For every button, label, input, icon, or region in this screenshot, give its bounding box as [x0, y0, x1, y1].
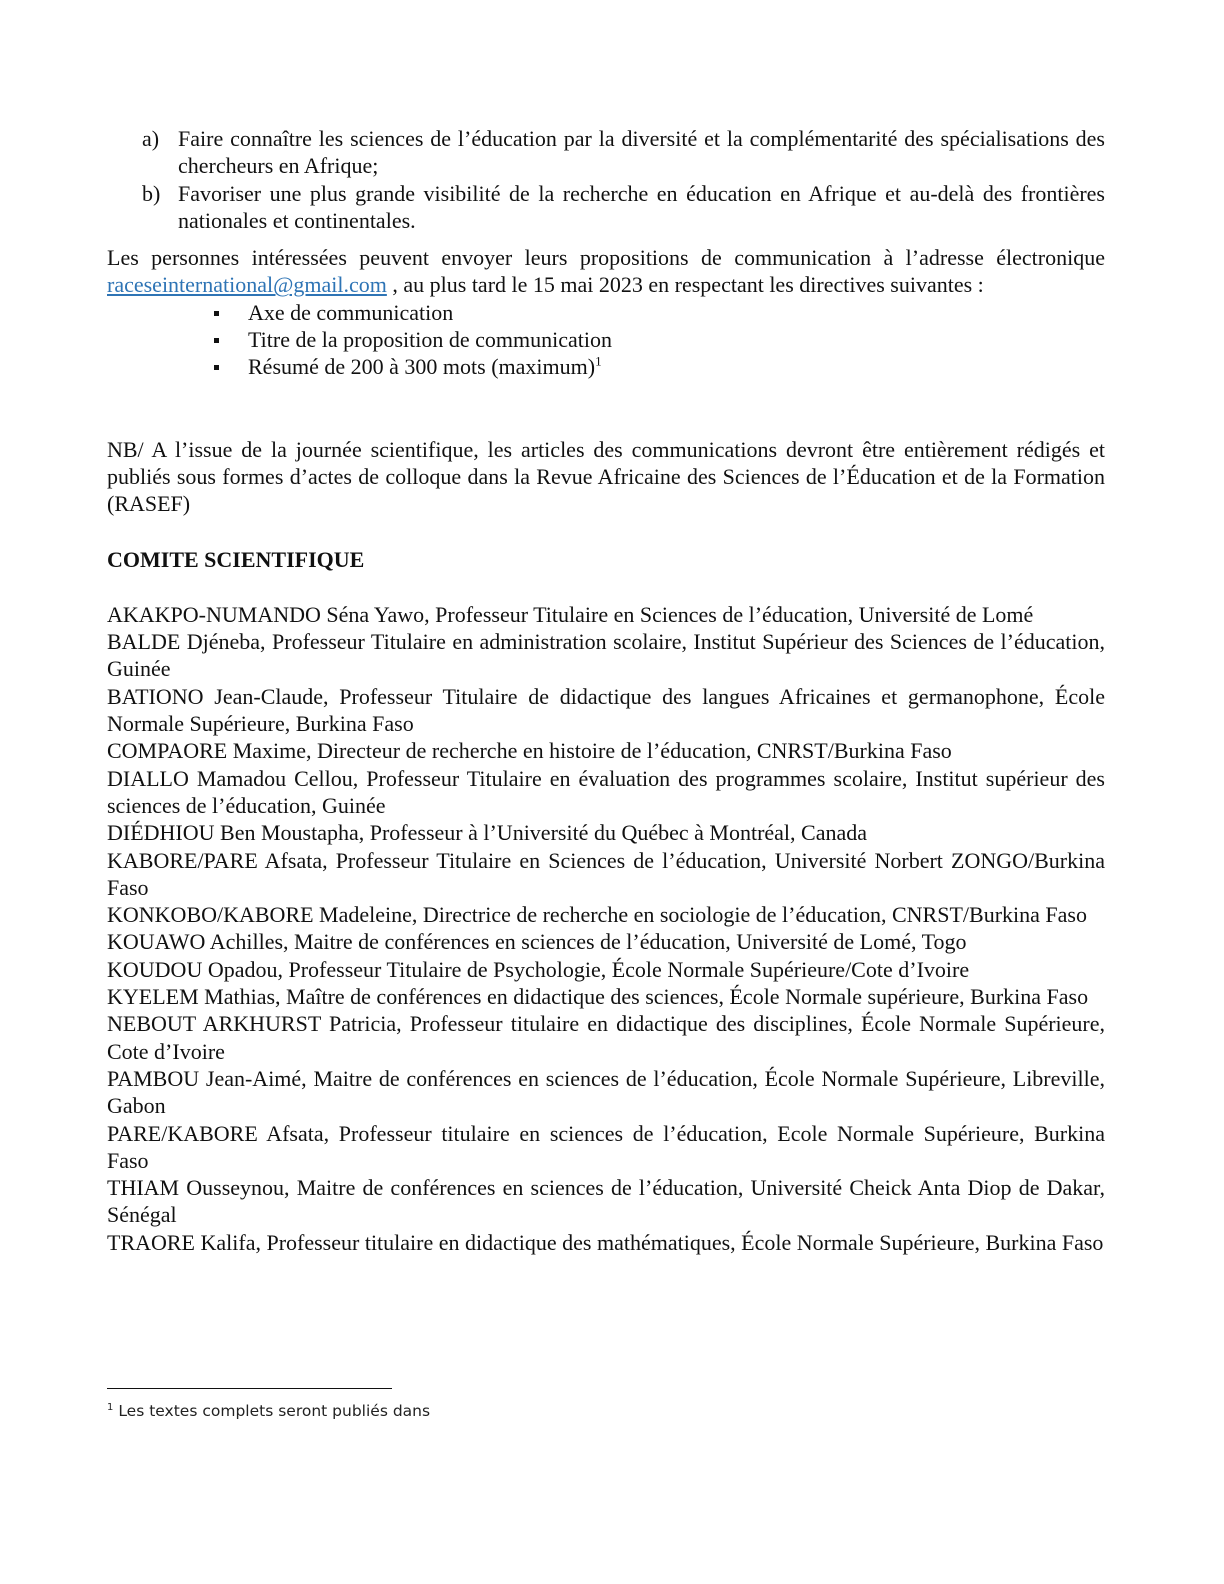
square-bullet-icon [214, 311, 219, 316]
square-bullet-icon [214, 365, 219, 370]
committee-member: NEBOUT ARKHURST Patricia, Professeur titulaire en didactique des disciplines, École Normale Supérieure, Cote d’Ivoire [107, 1011, 1105, 1064]
guideline-item [107, 326, 1105, 353]
objective-item [107, 180, 1105, 235]
footnote-number: 1 [107, 1401, 114, 1413]
committee-member: BALDE Djéneba, Professeur Titulaire en administration scolaire, Institut Supérieur des Sciences de l’éducation, Guinée [107, 629, 1105, 682]
committee-member: KOUDOU Opadou, Professeur Titulaire de Psychologie, École Normale Supérieure/Cote d’Ivoire [107, 956, 970, 982]
committee-member: KABORE/PARE Afsata, Professeur Titulaire en Sciences de l’éducation, Université Norbert ZONGO/Burkina Faso [107, 847, 1105, 900]
guideline-item [107, 353, 1105, 380]
square-bullet-icon [214, 338, 219, 343]
guideline-text: Titre de la proposition de communication [248, 327, 612, 353]
footnote-reference[interactable]: 1 [595, 354, 602, 370]
objective-item [107, 125, 1105, 180]
footnote-separator [107, 1388, 392, 1389]
submission-paragraph [107, 244, 1105, 299]
guideline-text: Axe de communication [248, 299, 454, 325]
committee-member: BATIONO Jean-Claude, Professeur Titulaire de didactique des langues Africaines et germanophone, École Normale Supérieure, Burkina Faso [107, 683, 1105, 737]
committee-member: THIAM Ousseynou, Maitre de conférences en sciences de l’éducation, Université Cheick Anta Diop de Dakar, Sénégal [107, 1175, 1105, 1228]
email-link[interactable]: raceseinternational@gmail.com [107, 272, 387, 298]
committee-member: DIALLO Mamadou Cellou, Professeur Titulaire en évaluation des programmes scolaire, Institut supérieur des sciences de l’éducation, Guinée [107, 765, 1105, 818]
footnote-text: Les textes complets seront publiés dans [118, 1402, 431, 1420]
guideline-text: Résumé de 200 à 300 mots (maximum) [248, 354, 596, 380]
guidelines-list [107, 299, 1105, 381]
footnote [107, 1402, 430, 1420]
submission-text: Les personnes intéressées peuvent envoyer leurs propositions de communication à l’adresse électronique [107, 245, 1105, 271]
nb-paragraph: NB/ A l’issue de la journée scientifique, les articles des communications devront être entièrement rédigés et publiés sous formes d’actes de colloque dans la Revue Africaine des Sciences de l’Éducation et de la Formation (RASEF) [107, 436, 1105, 517]
committee-member: AKAKPO-NUMANDO Séna Yawo, Professeur Titulaire en Sciences de l’éducation, Université de Lomé [107, 601, 1034, 627]
committee-member: PARE/KABORE Afsata, Professeur titulaire en sciences de l’éducation, Ecole Normale Supérieure, Burkina Faso [107, 1120, 1105, 1173]
guideline-item [107, 299, 1105, 326]
committee-member: KYELEM Mathias, Maître de conférences en didactique des sciences, École Normale supérieure, Burkina Faso [107, 984, 1089, 1010]
committee-member: PAMBOU Jean-Aimé, Maitre de conférences en sciences de l’éducation, École Normale Supérieure, Libreville, Gabon [107, 1065, 1105, 1119]
objectives-list [107, 125, 1105, 234]
objective-text: Favoriser une plus grande visibilité de la recherche en éducation en Afrique et au-delà des frontières nationales et continentales. [178, 180, 1105, 233]
objective-text: Faire connaître les sciences de l’éducation par la diversité et la complémentarité des spécialisations des chercheurs en Afrique; [178, 126, 1105, 179]
committee-heading: COMITE SCIENTIFIQUE [107, 546, 365, 572]
submission-deadline-text: , au plus tard le 15 mai 2023 en respectant les directives suivantes : [386, 272, 984, 298]
document-body [107, 125, 1105, 1256]
objective-marker: a) [142, 126, 160, 151]
committee-member: KONKOBO/KABORE Madeleine, Directrice de recherche en sociologie de l’éducation, CNRST/Burkina Faso [107, 902, 1087, 928]
committee-member: TRAORE Kalifa, Professeur titulaire en didactique des mathématiques, École Normale Supérieure, Burkina Faso [107, 1229, 1104, 1255]
committee-member: COMPAORE Maxime, Directeur de recherche en histoire de l’éducation, CNRST/Burkina Faso [107, 738, 952, 764]
committee-member: KOUAWO Achilles, Maitre de conférences en sciences de l’éducation, Université de Lomé, Togo [107, 929, 967, 955]
objective-marker: b) [142, 180, 161, 206]
committee-members-list [107, 601, 1105, 1256]
committee-member: DIÉDHIOU Ben Moustapha, Professeur à l’Université du Québec à Montréal, Canada [107, 820, 867, 846]
